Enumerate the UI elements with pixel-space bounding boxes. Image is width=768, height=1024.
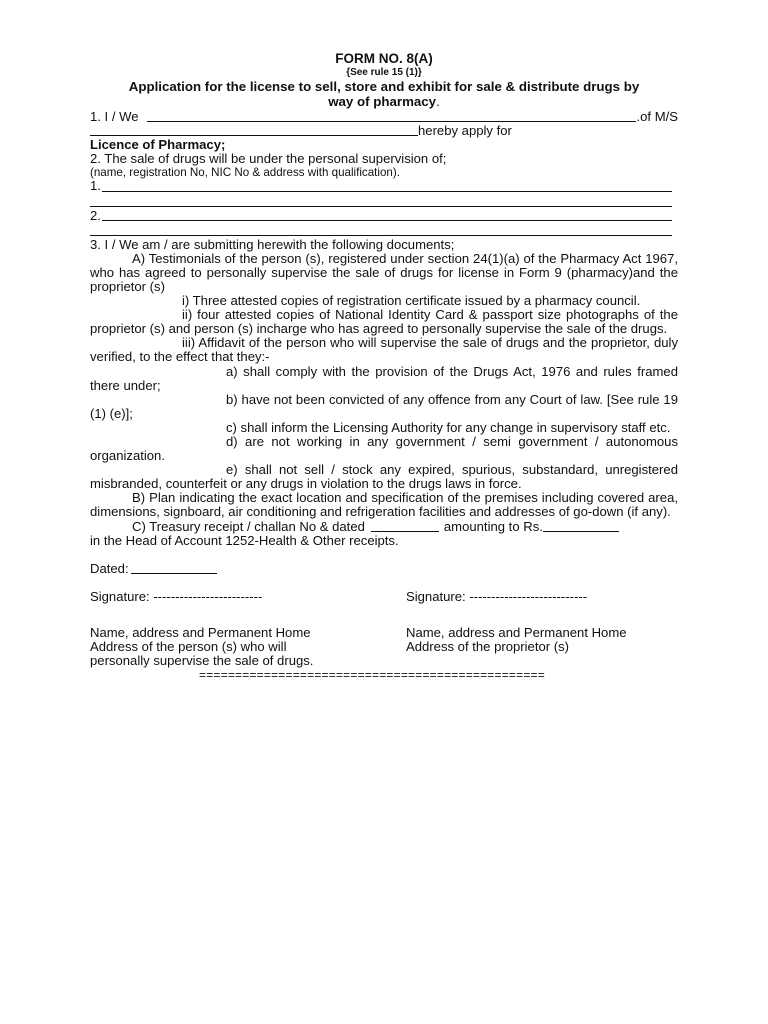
heading-period: . (436, 94, 440, 110)
document-b: B) Plan indicating the exact location and specification of the premises including covered area, dimensions, signboard, air conditioning and refrigeration facilities and addresses of go-down (if any). (90, 490, 678, 520)
challan-date-field[interactable] (371, 520, 439, 532)
supervisor-2-field-continued[interactable] (90, 223, 672, 236)
dated-field[interactable] (131, 562, 217, 574)
supervisor-1-field[interactable] (102, 180, 672, 192)
applicant-row (90, 110, 678, 124)
applicant-name-field[interactable] (147, 110, 636, 122)
applicant-prefix: 1. I / We (90, 109, 139, 125)
supervision-hint: (name, registration No, NIC No & address with qualification). (90, 166, 400, 180)
amount-label: amounting to Rs. (443, 518, 543, 534)
closing-rule-line: ================================================ (199, 668, 545, 683)
form-document (90, 52, 678, 682)
document-a-i: i) Three attested copies of registration certificate issued by a pharmacy council. (182, 293, 641, 309)
supervisor-address-line-1: Name, address and Permanent Home (90, 624, 311, 640)
account-head: in the Head of Account 1252-Health & Other receipts. (90, 532, 399, 548)
supervisor-address-block (90, 626, 406, 668)
affidavit-e: e) shall not sell / stock any expired, spurious, substandard, unregistered misbranded, counterfeit or any drugs in violation to the drugs laws in force. (90, 462, 678, 492)
amount-field[interactable] (543, 520, 619, 532)
affidavit-d: d) are not working in any government / semi government / autonomous organization. (90, 433, 678, 464)
form-heading (90, 79, 678, 109)
signature-left[interactable]: Signature: ------------------------- (90, 588, 263, 604)
rule-reference: {See rule 15 (1)} (346, 67, 422, 79)
affidavit-c: c) shall inform the Licensing Authority for any change in supervisory staff etc. (226, 419, 671, 435)
of-ms-label: .of M/S (636, 109, 678, 125)
signature-right[interactable]: Signature: --------------------------- (406, 588, 588, 604)
supervisor-address-line-3: personally supervise the sale of drugs. (90, 653, 314, 669)
supervisor-1-field-continued[interactable] (90, 194, 672, 207)
signature-row (90, 590, 678, 604)
document-a: A) Testimonials of the person (s), registered under section 24(1)(a) of the Pharmacy Act 1967, who has agreed to personally supervise the sale of drugs for license in Form 9 (pharmacy)and the proprietor (s) (90, 250, 678, 294)
supervisor-2-row (90, 209, 678, 223)
treasury-row (90, 520, 678, 534)
form-number: FORM NO. 8(A) (335, 51, 433, 66)
supervisor-1-label: 1. (90, 178, 101, 194)
heading-line-2: way of pharmacy (328, 94, 437, 110)
proprietor-address-line-1: Name, address and Permanent Home (406, 624, 627, 640)
proprietor-address-line-2: Address of the proprietor (s) (406, 639, 570, 654)
supervisor-2-field[interactable] (102, 209, 672, 221)
affidavit-a: a) shall comply with the provision of the Drugs Act, 1976 and rules framed there under; (90, 363, 678, 393)
heading-line-1: Application for the license to sell, store and exhibit for sale & distribute drugs by (128, 79, 640, 95)
supervisor-1-row (90, 179, 678, 193)
apply-for-label: hereby apply for (418, 123, 512, 139)
proprietor-address-block (406, 626, 678, 668)
supervision-statement: 2. The sale of drugs will be under the personal supervision of; (90, 151, 447, 167)
treasury-label: C) Treasury receipt / challan No & dated (132, 518, 365, 534)
supervisor-2-label: 2. (90, 207, 101, 223)
supervisor-address-line-2: Address of the person (s) who will (90, 639, 287, 654)
address-row (90, 626, 678, 668)
document-a-iii: iii) Affidavit of the person who will supervise the sale of drugs and the proprietor, duly verified, to the effect that they:- (90, 335, 678, 365)
affidavit-b: b) have not been convicted of any offence from any Court of law. [See rule 19 (1) (e)]; (90, 391, 678, 421)
licence-type: Licence of Pharmacy; (90, 137, 226, 153)
documents-intro: 3. I / We am / are submitting herewith the following documents; (90, 236, 455, 252)
document-a-ii: ii) four attested copies of National Identity Card & passport size photographs of the proprietor (s) and person (s) incharge who has agreed to personally supervise the sale of the drugs. (90, 307, 678, 337)
dated-label: Dated: (90, 560, 129, 576)
firm-name-field[interactable] (90, 124, 418, 136)
firm-row (90, 124, 678, 138)
dated-row (90, 562, 678, 576)
